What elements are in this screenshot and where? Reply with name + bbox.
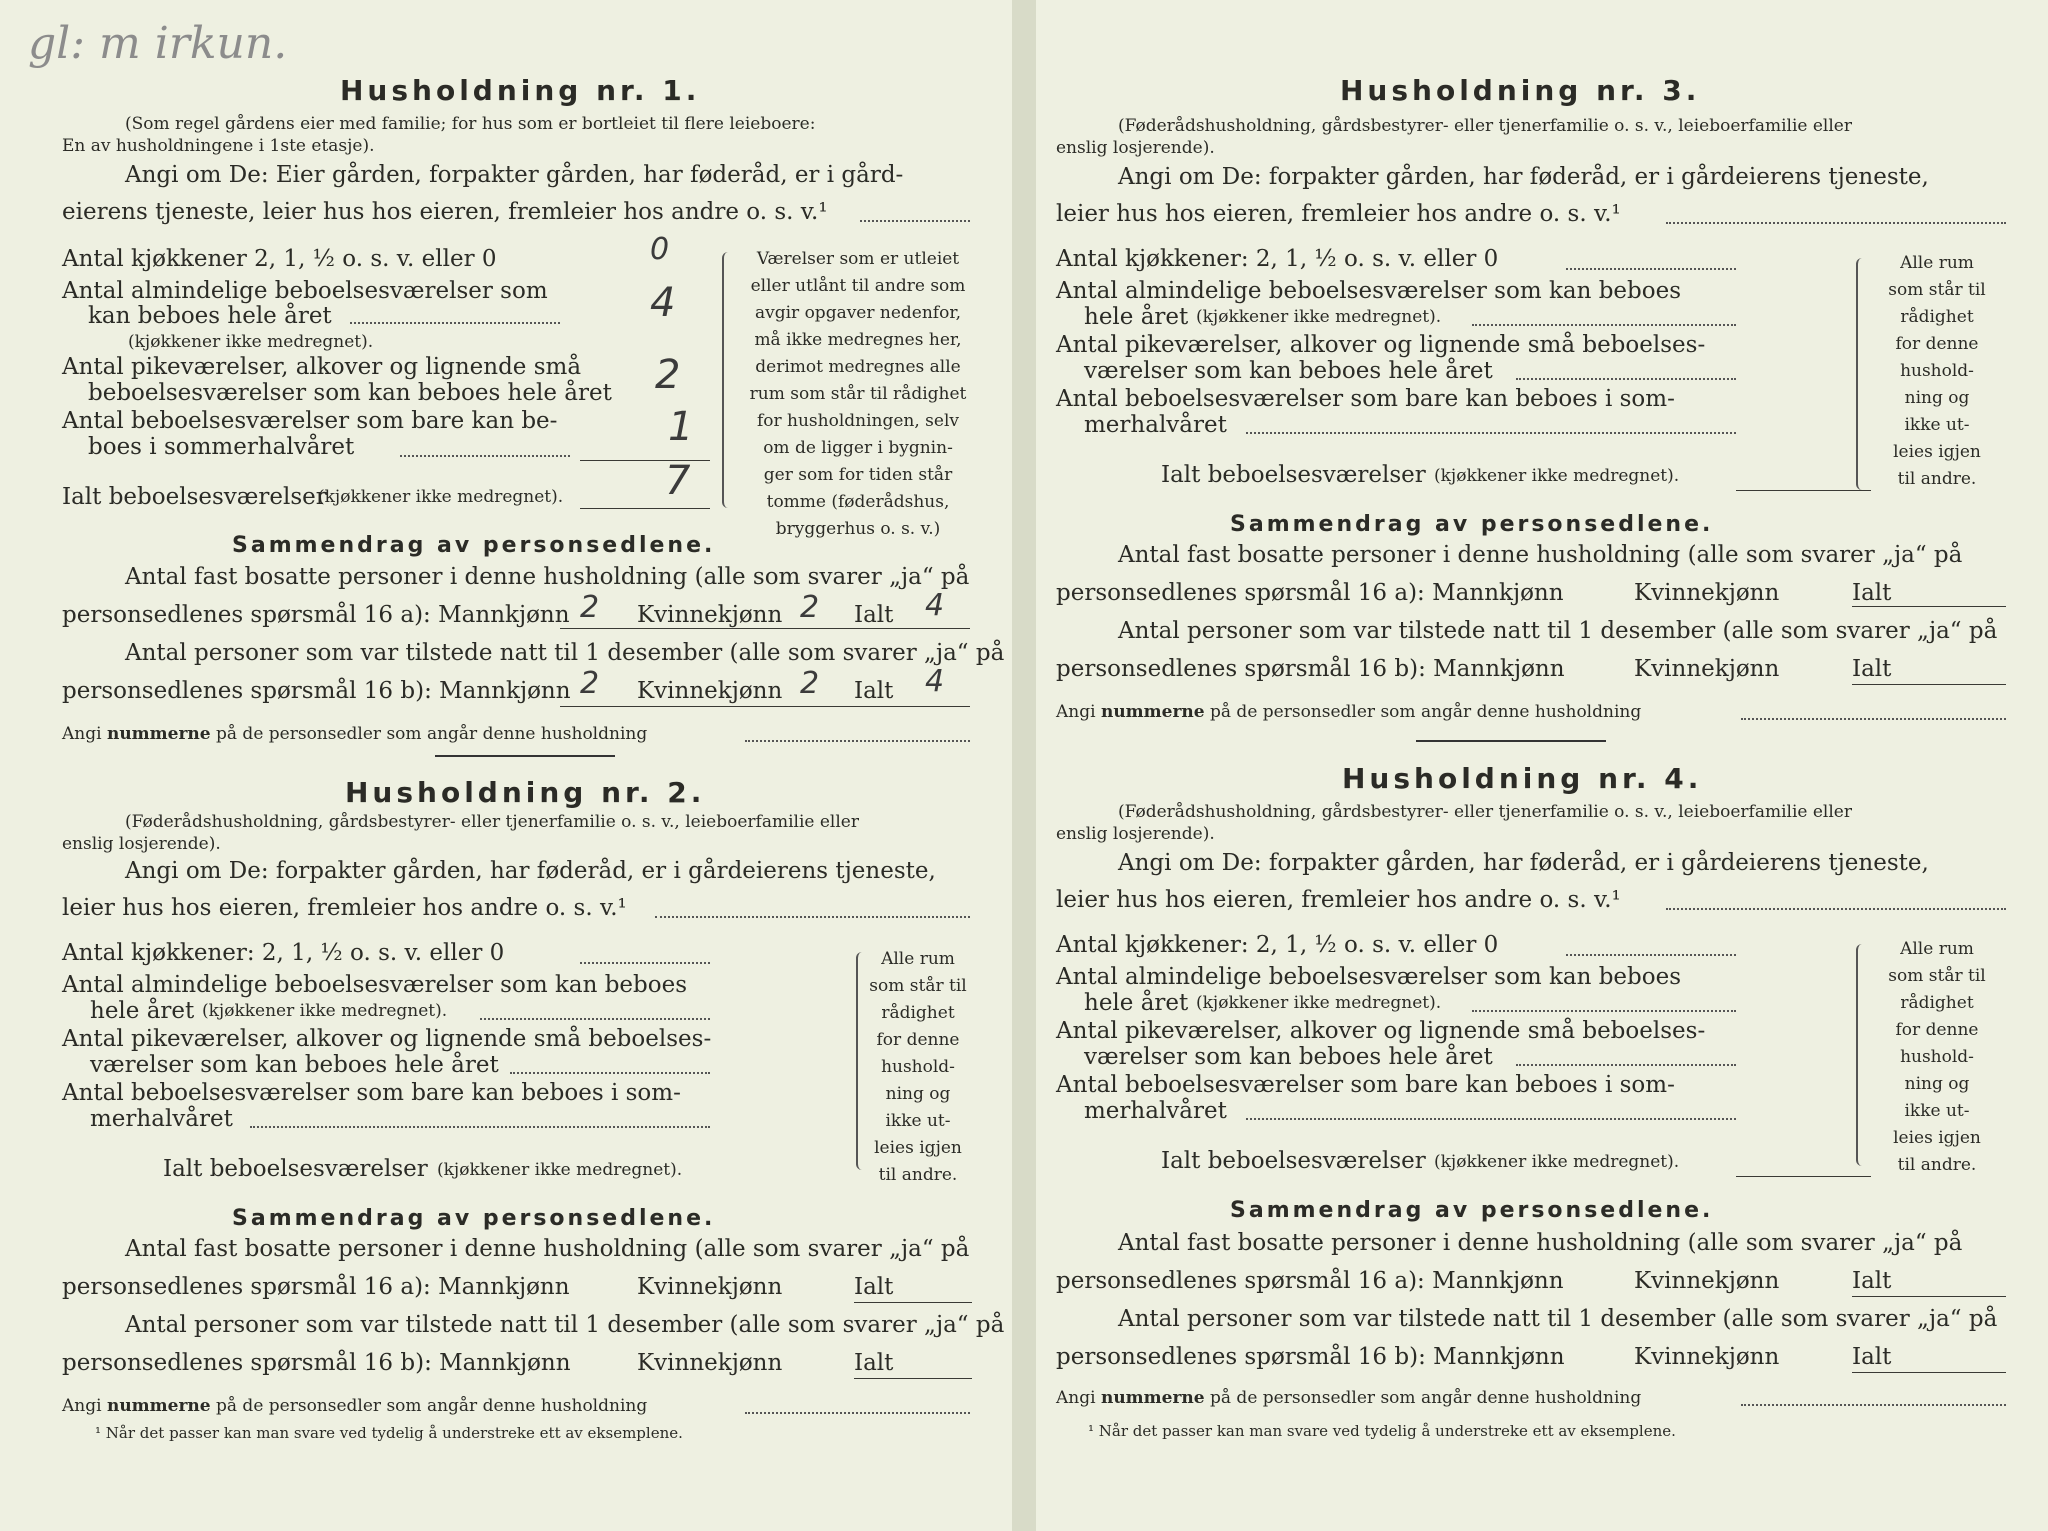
h2-tilstede-2: personsedlenes spørsmål 16 b): Mannkjønn: [62, 1350, 571, 1376]
h4-intro-1: (Føderådshusholdning, gårdsbestyrer- eller tjenerfamilie o. s. v., leieboerfamilie eller: [1118, 802, 1852, 822]
h3-tilstede-2: personsedlenes spørsmål 16 b): Mannkjønn: [1056, 656, 1565, 682]
h3-kjokkener-label: Antal kjøkkener: 2, 1, ½ o. s. v. eller 0: [1056, 246, 1499, 272]
left-footnote: ¹ Når det passer kan man svare ved tydelig å understreke ett av eksemplene.: [95, 1424, 683, 1442]
h1-intro-2: En av husholdningene i 1ste etasje).: [62, 136, 375, 156]
h4-tilstede-2: personsedlenes spørsmål 16 b): Mannkjønn: [1056, 1344, 1565, 1370]
h1-tilstede-mann: 2: [580, 666, 600, 701]
h1-fast-ialt-label: Ialt: [854, 602, 894, 628]
h1-pike-value: 2: [655, 352, 681, 398]
h4-angi-nummerne: Angi nummerne på de personsedler som angår denne husholdning: [1056, 1388, 1642, 1408]
h3-alm-label-2: hele året: [1084, 304, 1189, 330]
h4-pike-label-1: Antal pikeværelser, alkover og lignende små beboelses-: [1056, 1018, 1706, 1044]
h2-sammendrag-title: Sammendrag av personsedlene.: [232, 1206, 716, 1231]
h1-fast-mann: 2: [580, 590, 600, 625]
right-page: [1036, 0, 2048, 1531]
pencil-note: gl: m irkun.: [28, 18, 288, 69]
h1-sammendrag-title: Sammendrag av personsedlene.: [232, 533, 716, 558]
h2-ialt-note: (kjøkkener ikke medregnet).: [437, 1160, 683, 1180]
h2-sommer-label-1: Antal beboelsesværelser som bare kan beboes i som-: [62, 1080, 681, 1106]
h3-ialt-note: (kjøkkener ikke medregnet).: [1434, 466, 1680, 486]
h2-pike-label-2: værelser som kan beboes hele året: [90, 1052, 499, 1078]
h4-intro-2: enslig losjerende).: [1056, 824, 1215, 844]
h3-ialt-label: Ialt beboelsesværelser: [1161, 462, 1426, 488]
h4-angi-1: Angi om De: forpakter gården, har føderåd, er i gårdeierens tjeneste,: [1118, 850, 1929, 876]
h4-sommer-label-1: Antal beboelsesværelser som bare kan beboes i som-: [1056, 1072, 1675, 1098]
h4-sommer-label-2: merhalvåret: [1084, 1098, 1227, 1124]
h2-pike-label-1: Antal pikeværelser, alkover og lignende små beboelses-: [62, 1026, 712, 1052]
h1-tilstede-2: personsedlenes spørsmål 16 b): Mannkjønn: [62, 678, 571, 704]
page-gutter: [1012, 0, 1036, 1531]
h1-title: Husholdning nr. 1.: [340, 74, 701, 107]
h3-angi-2: leier hus hos eieren, fremleier hos andre o. s. v.¹: [1056, 201, 1621, 227]
h1-angi-1: Angi om De: Eier gården, forpakter gården, har føderåd, er i gård-: [125, 162, 904, 188]
h1-fast-ialt: 4: [925, 588, 945, 623]
h3-fast-1: Antal fast bosatte personer i denne husholdning (alle som svarer „ja“ på: [1118, 542, 1963, 568]
h1-sommer-value: 1: [668, 404, 694, 450]
h2-alm-note: (kjøkkener ikke medregnet).: [202, 1001, 448, 1021]
h3-pike-label-2: værelser som kan beboes hele året: [1084, 358, 1493, 384]
h4-tilstede-ialt-label: Ialt: [1852, 1344, 1892, 1370]
h1-alm-note: (kjøkkener ikke medregnet).: [128, 332, 374, 352]
h4-ialt-note: (kjøkkener ikke medregnet).: [1434, 1152, 1680, 1172]
h1-fast-2: personsedlenes spørsmål 16 a): Mannkjønn: [62, 602, 570, 628]
h2-angi-1: Angi om De: forpakter gården, har føderåd, er i gårdeierens tjeneste,: [125, 858, 936, 884]
h2-ialt-label: Ialt beboelsesværelser: [163, 1156, 428, 1182]
h4-title: Husholdning nr. 4.: [1342, 762, 1703, 795]
h1-sommer-label-1: Antal beboelsesværelser som bare kan be-: [62, 408, 558, 434]
h3-fast-kvinne-label: Kvinnekjønn: [1634, 580, 1780, 606]
h3-fast-ialt-label: Ialt: [1852, 580, 1892, 606]
h4-alm-note: (kjøkkener ikke medregnet).: [1196, 993, 1442, 1013]
h4-side-note: Alle rum som står til rådighet for denne hushold- ning og ikke ut- leies igjen til andre.: [1888, 939, 1986, 1175]
h3-tilstede-1: Antal personer som var tilstede natt til 1 desember (alle som svarer „ja“ på: [1118, 618, 1998, 644]
h1-kjokkener-value: 0: [650, 232, 670, 267]
h3-sommer-label-2: merhalvåret: [1084, 412, 1227, 438]
h1-fast-kvinne-label: Kvinnekjønn: [637, 602, 783, 628]
h3-sammendrag-title: Sammendrag av personsedlene.: [1230, 512, 1714, 537]
h1-tilstede-ialt: 4: [925, 664, 945, 699]
h1-pike-label-2: beboelsesværelser som kan beboes hele året: [88, 380, 612, 406]
h2-angi-2: leier hus hos eieren, fremleier hos andre o. s. v.¹: [62, 895, 627, 921]
h1-tilstede-1: Antal personer som var tilstede natt til 1 desember (alle som svarer „ja“ på: [125, 640, 1005, 666]
h2-alm-label-2: hele året: [90, 998, 195, 1024]
h4-kjokkener-label: Antal kjøkkener: 2, 1, ½ o. s. v. eller 0: [1056, 932, 1499, 958]
h4-fast-ialt-label: Ialt: [1852, 1268, 1892, 1294]
h1-tilstede-kvinne-label: Kvinnekjønn: [637, 678, 783, 704]
h4-ialt-label: Ialt beboelsesværelser: [1161, 1148, 1426, 1174]
h3-tilstede-kvinne-label: Kvinnekjønn: [1634, 656, 1780, 682]
h3-side-note: Alle rum som står til rådighet for denne hushold- ning og ikke ut- leies igjen til andre.: [1888, 253, 1986, 489]
h1-sommer-label-2: boes i sommerhalvåret: [88, 434, 355, 460]
h2-kjokkener-label: Antal kjøkkener: 2, 1, ½ o. s. v. eller 0: [62, 940, 505, 966]
h1-tilstede-ialt-label: Ialt: [854, 678, 894, 704]
h1-kjokkener-label: Antal kjøkkener 2, 1, ½ o. s. v. eller 0: [62, 246, 497, 272]
h4-tilstede-kvinne-label: Kvinnekjønn: [1634, 1344, 1780, 1370]
h4-pike-label-2: værelser som kan beboes hele året: [1084, 1044, 1493, 1070]
h4-fast-2: personsedlenes spørsmål 16 a): Mannkjønn: [1056, 1268, 1564, 1294]
h2-fast-ialt-label: Ialt: [854, 1274, 894, 1300]
h1-angi-2: eierens tjeneste, leier hus hos eieren, fremleier hos andre o. s. v.¹: [62, 199, 828, 225]
h3-angi-nummerne: Angi nummerne på de personsedler som angår denne husholdning: [1056, 702, 1642, 722]
h3-intro-2: enslig losjerende).: [1056, 138, 1215, 158]
h1-ialt-label: Ialt beboelsesværelser: [62, 484, 327, 510]
h3-fast-2: personsedlenes spørsmål 16 a): Mannkjønn: [1056, 580, 1564, 606]
h1-alm-label-1: Antal almindelige beboelsesværelser som: [62, 278, 548, 304]
h1-tilstede-kvinne: 2: [800, 666, 820, 701]
h2-tilstede-kvinne-label: Kvinnekjønn: [637, 1350, 783, 1376]
h4-tilstede-1: Antal personer som var tilstede natt til 1 desember (alle som svarer „ja“ på: [1118, 1306, 1998, 1332]
h1-fast-1: Antal fast bosatte personer i denne husholdning (alle som svarer „ja“ på: [125, 564, 970, 590]
h2-fast-1: Antal fast bosatte personer i denne husholdning (alle som svarer „ja“ på: [125, 1236, 970, 1262]
h2-intro-1: (Føderådshusholdning, gårdsbestyrer- eller tjenerfamilie o. s. v., leieboerfamilie eller: [125, 812, 859, 832]
h1-intro-1: (Som regel gårdens eier med familie; for hus som er bortleiet til flere leieboere:: [125, 114, 816, 134]
h2-title: Husholdning nr. 2.: [345, 776, 706, 809]
h3-alm-label-1: Antal almindelige beboelsesværelser som kan beboes: [1056, 278, 1682, 304]
h2-fast-kvinne-label: Kvinnekjønn: [637, 1274, 783, 1300]
h2-sommer-label-2: merhalvåret: [90, 1106, 233, 1132]
h4-fast-kvinne-label: Kvinnekjønn: [1634, 1268, 1780, 1294]
h2-side-note: Alle rum som står til rådighet for denne hushold- ning og ikke ut- leies igjen til andre.: [869, 949, 967, 1185]
h3-sommer-label-1: Antal beboelsesværelser som bare kan beboes i som-: [1056, 386, 1675, 412]
h2-intro-2: enslig losjerende).: [62, 834, 221, 854]
h2-tilstede-1: Antal personer som var tilstede natt til 1 desember (alle som svarer „ja“ på: [125, 1312, 1005, 1338]
h1-side-note: Værelser som er utleiet eller utlånt til andre som avgir opgaver nedenfor, må ikke medregnes her, derimot medregnes alle rum som står til rådighet for husholdningen, selv om de ligger i bygnin- ger som for tiden står tomme (føderådshus, bryggerhus o. s. v.): [749, 249, 967, 539]
h2-angi-nummerne: Angi nummerne på de personsedler som angår denne husholdning: [62, 1396, 648, 1416]
h1-alm-value: 4: [650, 280, 676, 326]
h1-pike-label-1: Antal pikeværelser, alkover og lignende små: [62, 354, 582, 380]
h3-pike-label-1: Antal pikeværelser, alkover og lignende små beboelses-: [1056, 332, 1706, 358]
right-footnote: ¹ Når det passer kan man svare ved tydelig å understreke ett av eksemplene.: [1088, 1422, 1676, 1440]
h4-alm-label-2: hele året: [1084, 990, 1189, 1016]
h1-ialt-note: (kjøkkener ikke medregnet).: [318, 487, 564, 507]
h3-intro-1: (Føderådshusholdning, gårdsbestyrer- eller tjenerfamilie o. s. v., leieboerfamilie eller: [1118, 116, 1852, 136]
h3-title: Husholdning nr. 3.: [1340, 74, 1701, 107]
h4-alm-label-1: Antal almindelige beboelsesværelser som kan beboes: [1056, 964, 1682, 990]
h3-tilstede-ialt-label: Ialt: [1852, 656, 1892, 682]
h4-fast-1: Antal fast bosatte personer i denne husholdning (alle som svarer „ja“ på: [1118, 1230, 1963, 1256]
h1-alm-label-2: kan beboes hele året: [88, 303, 332, 329]
h1-angi-nummerne: Angi nummerne på de personsedler som angår denne husholdning: [62, 724, 648, 744]
h1-ialt-value: 7: [665, 458, 691, 504]
left-page: [0, 0, 1012, 1531]
h1-fast-kvinne: 2: [800, 590, 820, 625]
h2-alm-label-1: Antal almindelige beboelsesværelser som kan beboes: [62, 972, 688, 998]
h4-sammendrag-title: Sammendrag av personsedlene.: [1230, 1198, 1714, 1223]
h4-angi-2: leier hus hos eieren, fremleier hos andre o. s. v.¹: [1056, 887, 1621, 913]
h3-angi-1: Angi om De: forpakter gården, har føderåd, er i gårdeierens tjeneste,: [1118, 164, 1929, 190]
h2-fast-2: personsedlenes spørsmål 16 a): Mannkjønn: [62, 1274, 570, 1300]
h3-alm-note: (kjøkkener ikke medregnet).: [1196, 307, 1442, 327]
h2-tilstede-ialt-label: Ialt: [854, 1350, 894, 1376]
